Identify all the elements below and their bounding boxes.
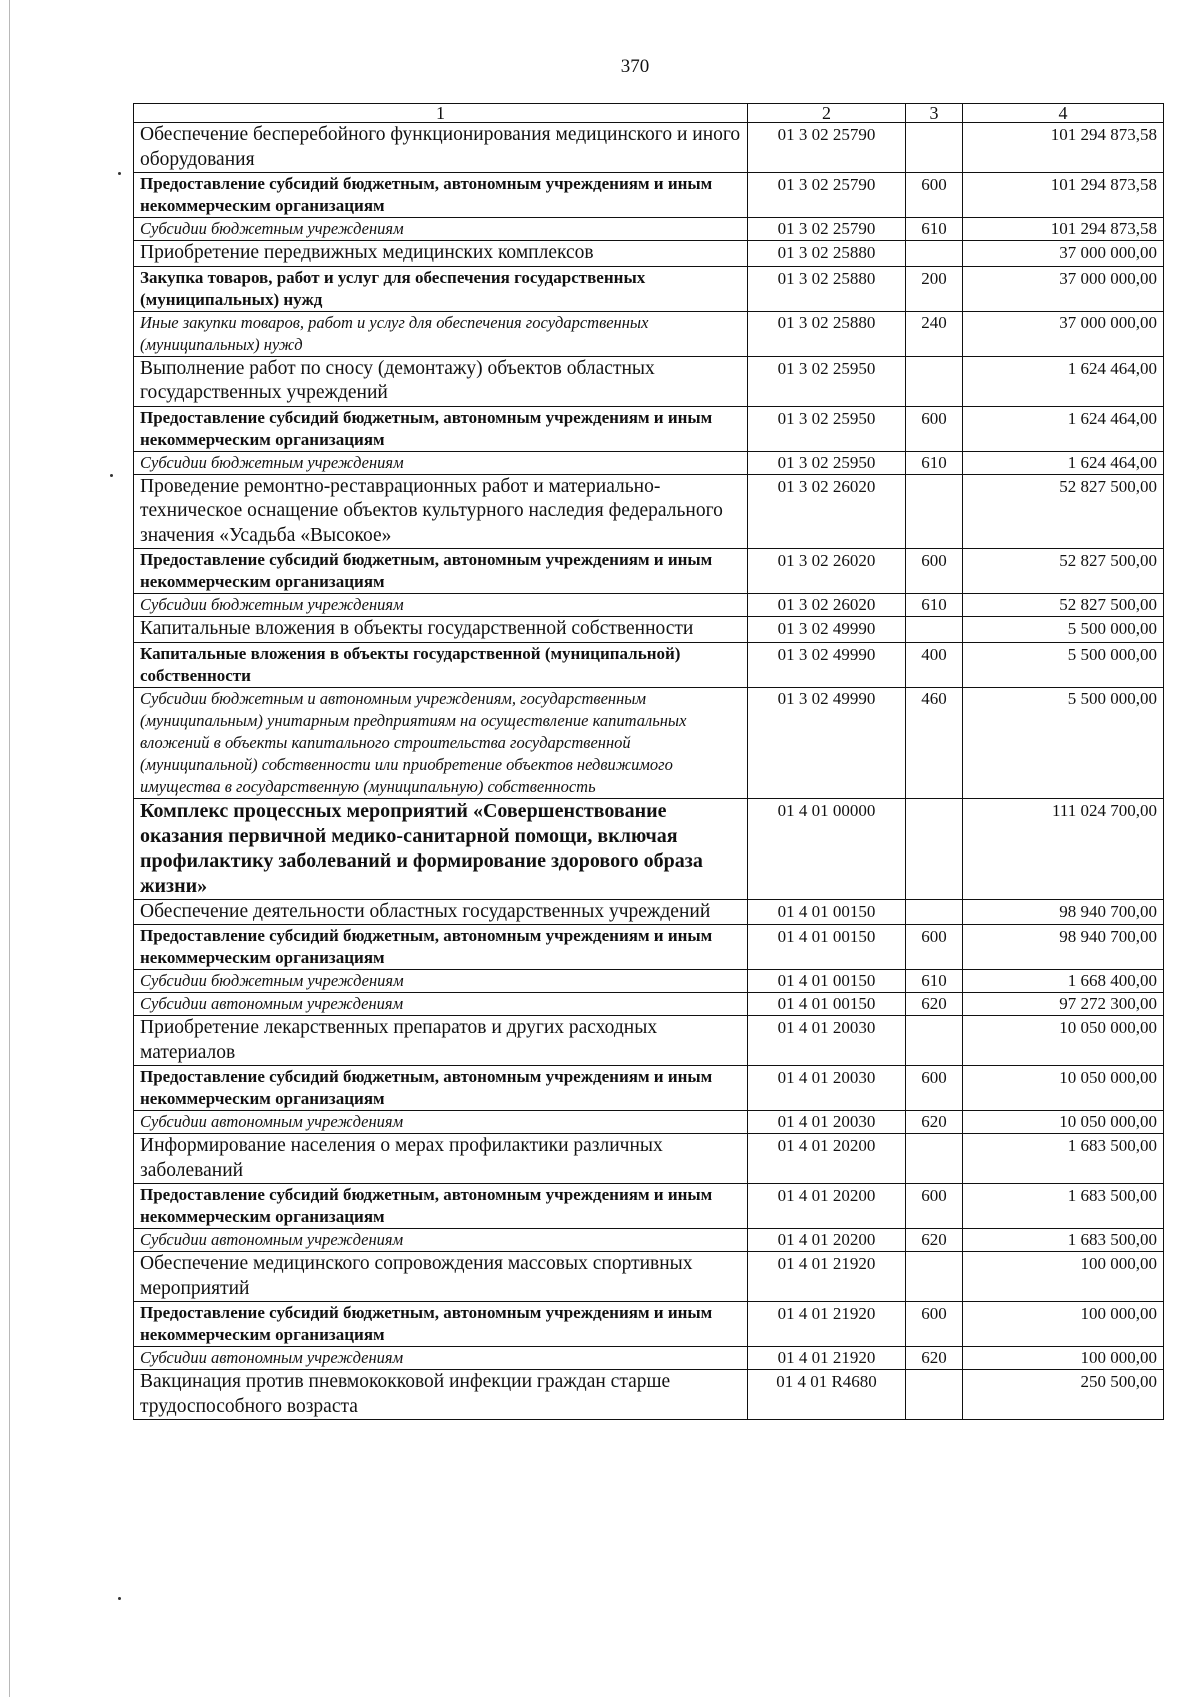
row-code: 01 3 02 25880 bbox=[748, 266, 906, 311]
row-expense-type: 400 bbox=[906, 642, 963, 687]
row-expense-type bbox=[906, 798, 963, 899]
row-amount: 101 294 873,58 bbox=[963, 123, 1164, 173]
table-row bbox=[134, 1252, 1164, 1302]
table-row bbox=[134, 1134, 1164, 1184]
row-expense-type: 600 bbox=[906, 549, 963, 594]
table-row bbox=[134, 266, 1164, 311]
row-amount: 101 294 873,58 bbox=[963, 218, 1164, 241]
scan-speck bbox=[118, 1597, 121, 1600]
row-code: 01 3 02 25950 bbox=[748, 451, 906, 474]
row-name: Обеспечение медицинского сопровождения массовых спортивных мероприятий bbox=[134, 1252, 748, 1302]
table-row bbox=[134, 123, 1164, 173]
row-name: Вакцинация против пневмококковой инфекции граждан старше трудоспособного возраста bbox=[134, 1370, 748, 1420]
row-name: Обеспечение бесперебойного функционирования медицинского и иного оборудования bbox=[134, 123, 748, 173]
table-row bbox=[134, 1302, 1164, 1347]
table-row bbox=[134, 1066, 1164, 1111]
row-name: Иные закупки товаров, работ и услуг для обеспечения государственных (муниципальных) нужд bbox=[134, 311, 748, 356]
row-code: 01 3 02 26020 bbox=[748, 549, 906, 594]
column-number: 1 bbox=[134, 104, 748, 123]
row-amount: 52 827 500,00 bbox=[963, 594, 1164, 617]
row-name: Субсидии бюджетным учреждениям bbox=[134, 594, 748, 617]
row-amount: 37 000 000,00 bbox=[963, 266, 1164, 311]
row-name: Предоставление субсидий бюджетным, автономным учреждениям и иным некоммерческим организациям bbox=[134, 549, 748, 594]
page-number: 370 bbox=[620, 56, 650, 77]
table-row bbox=[134, 970, 1164, 993]
row-name: Закупка товаров, работ и услуг для обеспечения государственных (муниципальных) нужд bbox=[134, 266, 748, 311]
row-expense-type bbox=[906, 123, 963, 173]
column-number: 2 bbox=[748, 104, 906, 123]
row-code: 01 4 01 00150 bbox=[748, 970, 906, 993]
row-amount: 98 940 700,00 bbox=[963, 925, 1164, 970]
row-name: Капитальные вложения в объекты государственной собственности bbox=[134, 617, 748, 643]
row-expense-type: 600 bbox=[906, 1066, 963, 1111]
row-name: Информирование населения о мерах профилактики различных заболеваний bbox=[134, 1134, 748, 1184]
table-row bbox=[134, 311, 1164, 356]
row-code: 01 4 01 20200 bbox=[748, 1134, 906, 1184]
row-name: Субсидии автономным учреждениям bbox=[134, 1347, 748, 1370]
table-row bbox=[134, 356, 1164, 406]
table-row bbox=[134, 798, 1164, 899]
row-expense-type bbox=[906, 356, 963, 406]
row-expense-type: 610 bbox=[906, 218, 963, 241]
row-amount: 5 500 000,00 bbox=[963, 642, 1164, 687]
row-name: Капитальные вложения в объекты государственной (муниципальной) собственности bbox=[134, 642, 748, 687]
row-code: 01 4 01 21920 bbox=[748, 1347, 906, 1370]
row-expense-type: 620 bbox=[906, 1111, 963, 1134]
row-expense-type bbox=[906, 617, 963, 643]
row-amount: 1 683 500,00 bbox=[963, 1134, 1164, 1184]
row-code: 01 3 02 25790 bbox=[748, 173, 906, 218]
row-expense-type: 600 bbox=[906, 406, 963, 451]
row-code: 01 4 01 R4680 bbox=[748, 1370, 906, 1420]
table-body bbox=[134, 123, 1164, 1420]
column-number: 4 bbox=[963, 104, 1164, 123]
row-expense-type: 240 bbox=[906, 311, 963, 356]
row-amount: 100 000,00 bbox=[963, 1252, 1164, 1302]
row-name: Предоставление субсидий бюджетным, автономным учреждениям и иным некоммерческим организациям bbox=[134, 1184, 748, 1229]
row-amount: 111 024 700,00 bbox=[963, 798, 1164, 899]
row-name: Предоставление субсидий бюджетным, автономным учреждениям и иным некоммерческим организациям bbox=[134, 1302, 748, 1347]
row-name: Субсидии бюджетным учреждениям bbox=[134, 970, 748, 993]
table-row bbox=[134, 642, 1164, 687]
row-name: Предоставление субсидий бюджетным, автономным учреждениям и иным некоммерческим организациям bbox=[134, 1066, 748, 1111]
table-row bbox=[134, 451, 1164, 474]
row-amount: 98 940 700,00 bbox=[963, 899, 1164, 925]
row-code: 01 4 01 00000 bbox=[748, 798, 906, 899]
table-row bbox=[134, 617, 1164, 643]
row-amount: 100 000,00 bbox=[963, 1302, 1164, 1347]
row-expense-type: 600 bbox=[906, 925, 963, 970]
row-amount: 52 827 500,00 bbox=[963, 549, 1164, 594]
table-row bbox=[134, 241, 1164, 267]
row-expense-type bbox=[906, 1016, 963, 1066]
row-code: 01 3 02 26020 bbox=[748, 594, 906, 617]
row-expense-type: 200 bbox=[906, 266, 963, 311]
table-row bbox=[134, 1370, 1164, 1420]
row-code: 01 4 01 21920 bbox=[748, 1302, 906, 1347]
row-amount: 10 050 000,00 bbox=[963, 1066, 1164, 1111]
row-name: Приобретение лекарственных препаратов и других расходных материалов bbox=[134, 1016, 748, 1066]
row-amount: 10 050 000,00 bbox=[963, 1111, 1164, 1134]
table-row bbox=[134, 406, 1164, 451]
table-row bbox=[134, 993, 1164, 1016]
row-amount: 1 624 464,00 bbox=[963, 356, 1164, 406]
row-code: 01 3 02 26020 bbox=[748, 474, 906, 549]
row-expense-type bbox=[906, 241, 963, 267]
row-amount: 5 500 000,00 bbox=[963, 687, 1164, 798]
scan-speck bbox=[110, 474, 113, 477]
row-code: 01 3 02 49990 bbox=[748, 642, 906, 687]
row-code: 01 4 01 21920 bbox=[748, 1252, 906, 1302]
row-code: 01 3 02 25790 bbox=[748, 218, 906, 241]
table-row bbox=[134, 474, 1164, 549]
column-number: 3 bbox=[906, 104, 963, 123]
row-amount: 101 294 873,58 bbox=[963, 173, 1164, 218]
row-code: 01 3 02 25790 bbox=[748, 123, 906, 173]
row-name: Обеспечение деятельности областных государственных учреждений bbox=[134, 899, 748, 925]
row-name: Субсидии бюджетным учреждениям bbox=[134, 218, 748, 241]
row-name: Субсидии бюджетным учреждениям bbox=[134, 451, 748, 474]
row-expense-type bbox=[906, 899, 963, 925]
row-name: Субсидии автономным учреждениям bbox=[134, 1111, 748, 1134]
row-amount: 10 050 000,00 bbox=[963, 1016, 1164, 1066]
row-code: 01 4 01 20030 bbox=[748, 1111, 906, 1134]
table-row bbox=[134, 925, 1164, 970]
row-name: Субсидии автономным учреждениям bbox=[134, 993, 748, 1016]
row-amount: 1 668 400,00 bbox=[963, 970, 1164, 993]
row-amount: 37 000 000,00 bbox=[963, 311, 1164, 356]
table-row bbox=[134, 594, 1164, 617]
row-expense-type: 620 bbox=[906, 1229, 963, 1252]
row-code: 01 4 01 20200 bbox=[748, 1184, 906, 1229]
row-name: Проведение ремонтно-реставрационных работ и материально-техническое оснащение объектов культурного наследия федерального значения «Усадьба «Высокое» bbox=[134, 474, 748, 549]
row-expense-type: 610 bbox=[906, 970, 963, 993]
table-row bbox=[134, 1184, 1164, 1229]
table-row bbox=[134, 218, 1164, 241]
row-amount: 5 500 000,00 bbox=[963, 617, 1164, 643]
row-expense-type: 610 bbox=[906, 594, 963, 617]
table-row bbox=[134, 1229, 1164, 1252]
row-expense-type bbox=[906, 1252, 963, 1302]
row-amount: 100 000,00 bbox=[963, 1347, 1164, 1370]
row-expense-type: 600 bbox=[906, 1302, 963, 1347]
row-expense-type bbox=[906, 1134, 963, 1184]
table-row bbox=[134, 1347, 1164, 1370]
row-name: Комплекс процессных мероприятий «Совершенствование оказания первичной медико-санитарной помощи, включая профилактику заболеваний и формирование здорового образа жизни» bbox=[134, 798, 748, 899]
row-expense-type: 600 bbox=[906, 1184, 963, 1229]
row-amount: 1 624 464,00 bbox=[963, 451, 1164, 474]
row-amount: 250 500,00 bbox=[963, 1370, 1164, 1420]
table-row bbox=[134, 1111, 1164, 1134]
row-code: 01 4 01 00150 bbox=[748, 899, 906, 925]
row-amount: 1 683 500,00 bbox=[963, 1229, 1164, 1252]
row-code: 01 3 02 25950 bbox=[748, 406, 906, 451]
row-name: Субсидии бюджетным и автономным учреждениям, государственным (муниципальным) унитарным предприятиям на осуществление капитальных вложений в объекты капитального строительства государственной (муниципальной) собственности или приобретение объектов недвижимого имущества в государственную (муниципальную) собственность bbox=[134, 687, 748, 798]
row-code: 01 3 02 25880 bbox=[748, 311, 906, 356]
row-expense-type: 620 bbox=[906, 993, 963, 1016]
row-name: Выполнение работ по сносу (демонтажу) объектов областных государственных учреждений bbox=[134, 356, 748, 406]
row-expense-type bbox=[906, 474, 963, 549]
row-code: 01 3 02 25950 bbox=[748, 356, 906, 406]
row-code: 01 4 01 20200 bbox=[748, 1229, 906, 1252]
row-name: Приобретение передвижных медицинских комплексов bbox=[134, 241, 748, 267]
row-code: 01 4 01 20030 bbox=[748, 1016, 906, 1066]
table-row bbox=[134, 687, 1164, 798]
table-row bbox=[134, 173, 1164, 218]
row-name: Предоставление субсидий бюджетным, автономным учреждениям и иным некоммерческим организациям bbox=[134, 925, 748, 970]
row-amount: 97 272 300,00 bbox=[963, 993, 1164, 1016]
row-amount: 1 683 500,00 bbox=[963, 1184, 1164, 1229]
row-amount: 52 827 500,00 bbox=[963, 474, 1164, 549]
row-code: 01 3 02 49990 bbox=[748, 617, 906, 643]
row-code: 01 4 01 00150 bbox=[748, 925, 906, 970]
scan-margin-line bbox=[9, 0, 10, 1697]
column-number-row bbox=[134, 104, 1164, 123]
row-amount: 1 624 464,00 bbox=[963, 406, 1164, 451]
table-row bbox=[134, 549, 1164, 594]
table-row bbox=[134, 899, 1164, 925]
row-expense-type: 460 bbox=[906, 687, 963, 798]
row-expense-type: 620 bbox=[906, 1347, 963, 1370]
scan-speck bbox=[118, 172, 121, 175]
budget-table bbox=[133, 103, 1164, 1420]
row-code: 01 4 01 00150 bbox=[748, 993, 906, 1016]
table-row bbox=[134, 1016, 1164, 1066]
row-expense-type: 600 bbox=[906, 173, 963, 218]
row-amount: 37 000 000,00 bbox=[963, 241, 1164, 267]
row-expense-type: 610 bbox=[906, 451, 963, 474]
row-name: Предоставление субсидий бюджетным, автономным учреждениям и иным некоммерческим организациям bbox=[134, 406, 748, 451]
row-code: 01 3 02 25880 bbox=[748, 241, 906, 267]
row-name: Субсидии автономным учреждениям bbox=[134, 1229, 748, 1252]
row-code: 01 4 01 20030 bbox=[748, 1066, 906, 1111]
row-name: Предоставление субсидий бюджетным, автономным учреждениям и иным некоммерческим организациям bbox=[134, 173, 748, 218]
row-code: 01 3 02 49990 bbox=[748, 687, 906, 798]
row-expense-type bbox=[906, 1370, 963, 1420]
